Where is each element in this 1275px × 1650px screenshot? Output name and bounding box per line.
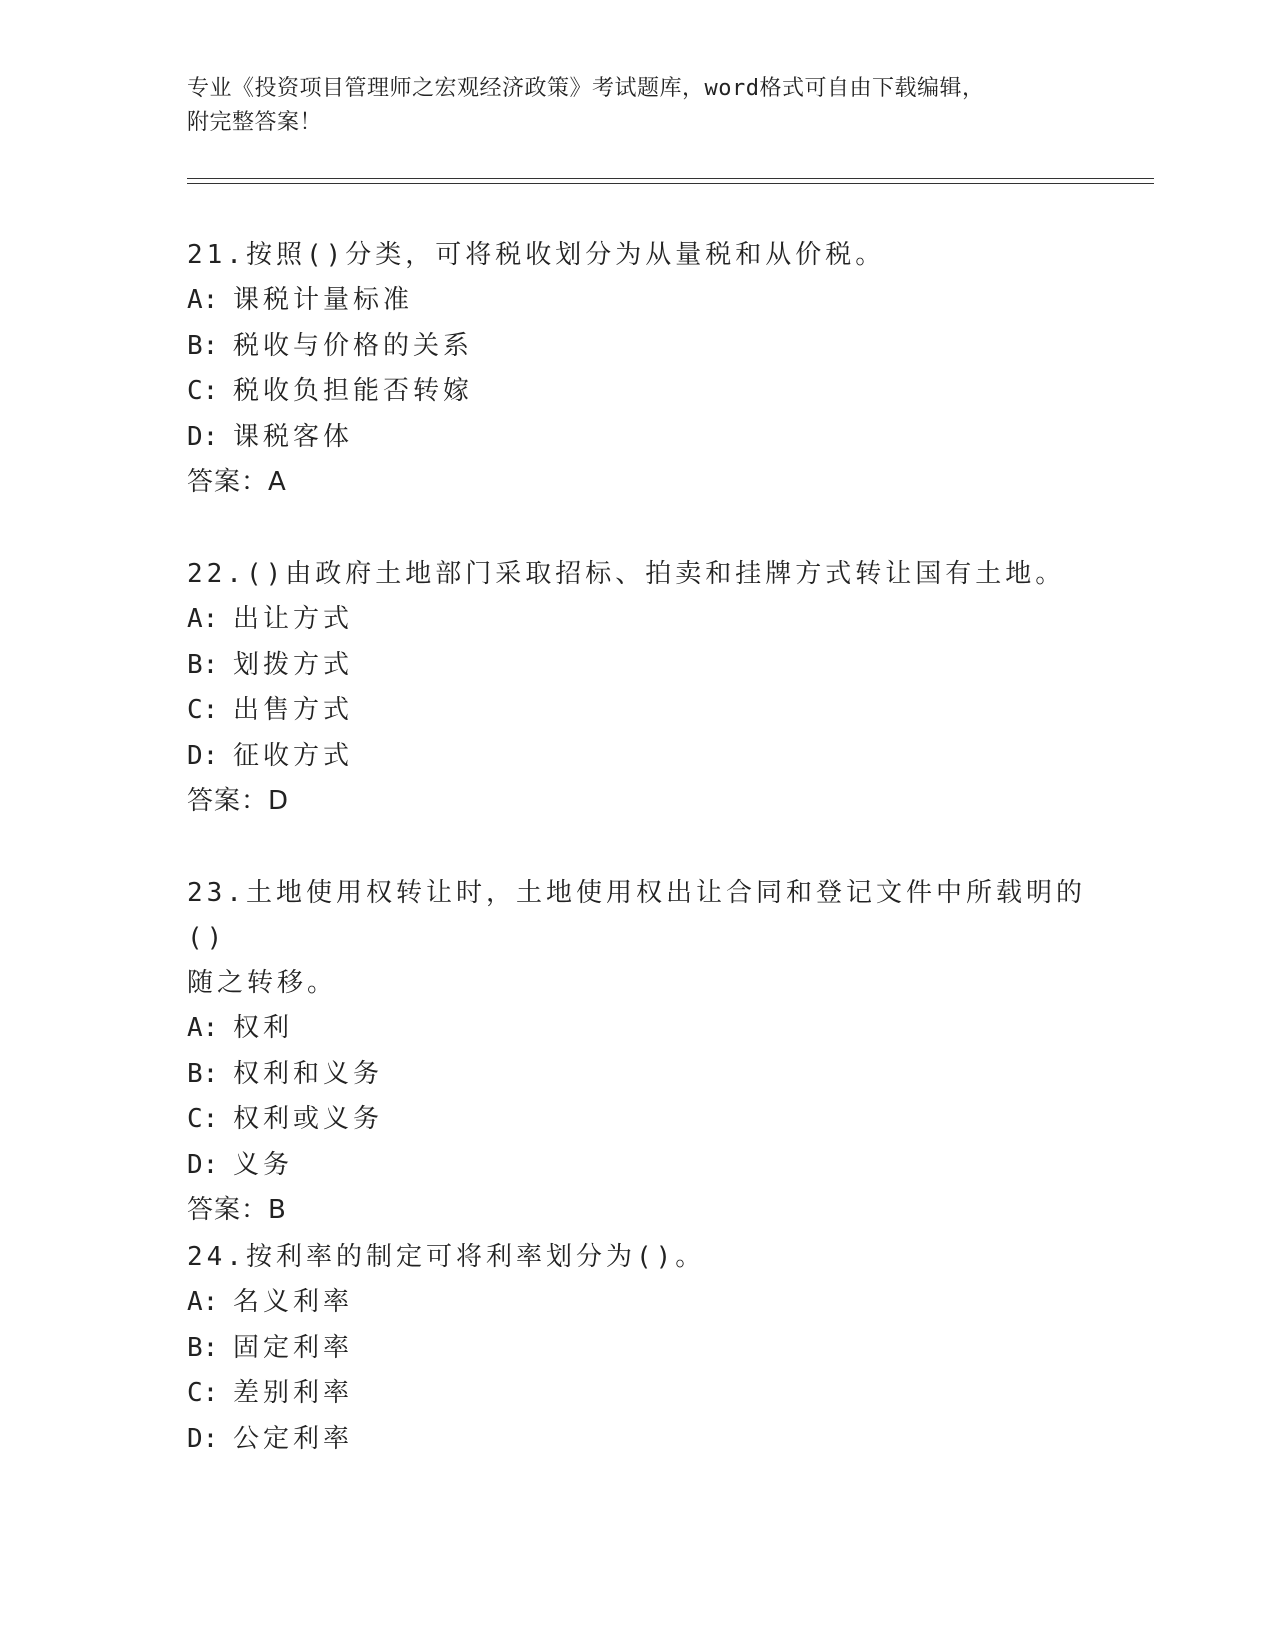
option-text: 权利或义务 [233,1104,384,1134]
option-key: C: [187,376,219,406]
option-key: B: [187,1058,219,1089]
option-d [187,1143,1087,1189]
option-text: 差别利率 [233,1378,354,1408]
header-divider-top [187,178,1154,179]
answer-line: 答案：D [187,786,290,816]
option-text: 固定利率 [233,1332,354,1363]
header-line-2: 附完整答案！ [187,110,323,135]
option-c [187,369,1087,415]
option-key: A: [187,1013,219,1043]
question-24 [187,1235,1087,1462]
option-text: 出让方式 [233,604,354,634]
option-d [187,1417,1087,1463]
option-key: B: [187,1332,219,1363]
option-c [187,1097,1087,1143]
option-text: 课税客体 [233,421,354,452]
option-key: B: [187,330,219,361]
option-text: 征收方式 [233,740,354,771]
question-stem: 24.按利率的制定可将利率划分为()。 [187,1242,706,1272]
option-key: D: [187,1423,219,1454]
option-text: 出售方式 [233,695,354,725]
question-21 [187,233,1087,505]
option-b [187,324,1087,370]
option-key: B: [187,649,219,680]
question-stem-line-1: 23.土地使用权转让时，土地使用权出让合同和登记文件中所载明的() [187,878,1086,953]
question-stem-line-2: 随之转移。 [187,968,338,998]
option-key: A: [187,1287,219,1317]
option-key: D: [187,1149,219,1180]
header-line-1: 专业《投资项目管理师之宏观经济政策》考试题库，word格式可自由下载编辑， [187,76,985,101]
option-d [187,415,1087,461]
answer-line: 答案：B [187,1195,287,1225]
option-key: C: [187,1104,219,1134]
document-header [187,72,1087,140]
option-text: 公定利率 [233,1423,354,1454]
question-stem: 21.按照()分类，可将税收划分为从量税和从价税。 [187,240,886,270]
question-22 [187,552,1087,824]
option-key: D: [187,421,219,452]
option-key: A: [187,604,219,634]
option-text: 义务 [233,1149,294,1180]
option-c [187,688,1087,734]
option-text: 课税计量标准 [233,285,414,315]
question-23 [187,871,1087,1233]
option-b [187,1326,1087,1372]
option-a [187,597,1087,643]
option-text: 权利和义务 [233,1058,384,1089]
option-c [187,1371,1087,1417]
option-key: C: [187,1378,219,1408]
option-b [187,1052,1087,1098]
option-d [187,734,1087,780]
option-a [187,278,1087,324]
option-text: 税收与价格的关系 [233,330,474,361]
option-a [187,1006,1087,1052]
header-divider-bottom [187,183,1154,184]
option-key: A: [187,285,219,315]
option-b [187,643,1087,689]
option-key: C: [187,695,219,725]
option-text: 税收负担能否转嫁 [233,376,474,406]
option-text: 划拨方式 [233,649,354,680]
option-a [187,1280,1087,1326]
option-key: D: [187,740,219,771]
option-text: 权利 [233,1013,294,1043]
answer-line: 答案：A [187,467,287,497]
option-text: 名义利率 [233,1287,354,1317]
question-stem: 22.()由政府土地部门采取招标、拍卖和挂牌方式转让国有土地。 [187,559,1066,589]
